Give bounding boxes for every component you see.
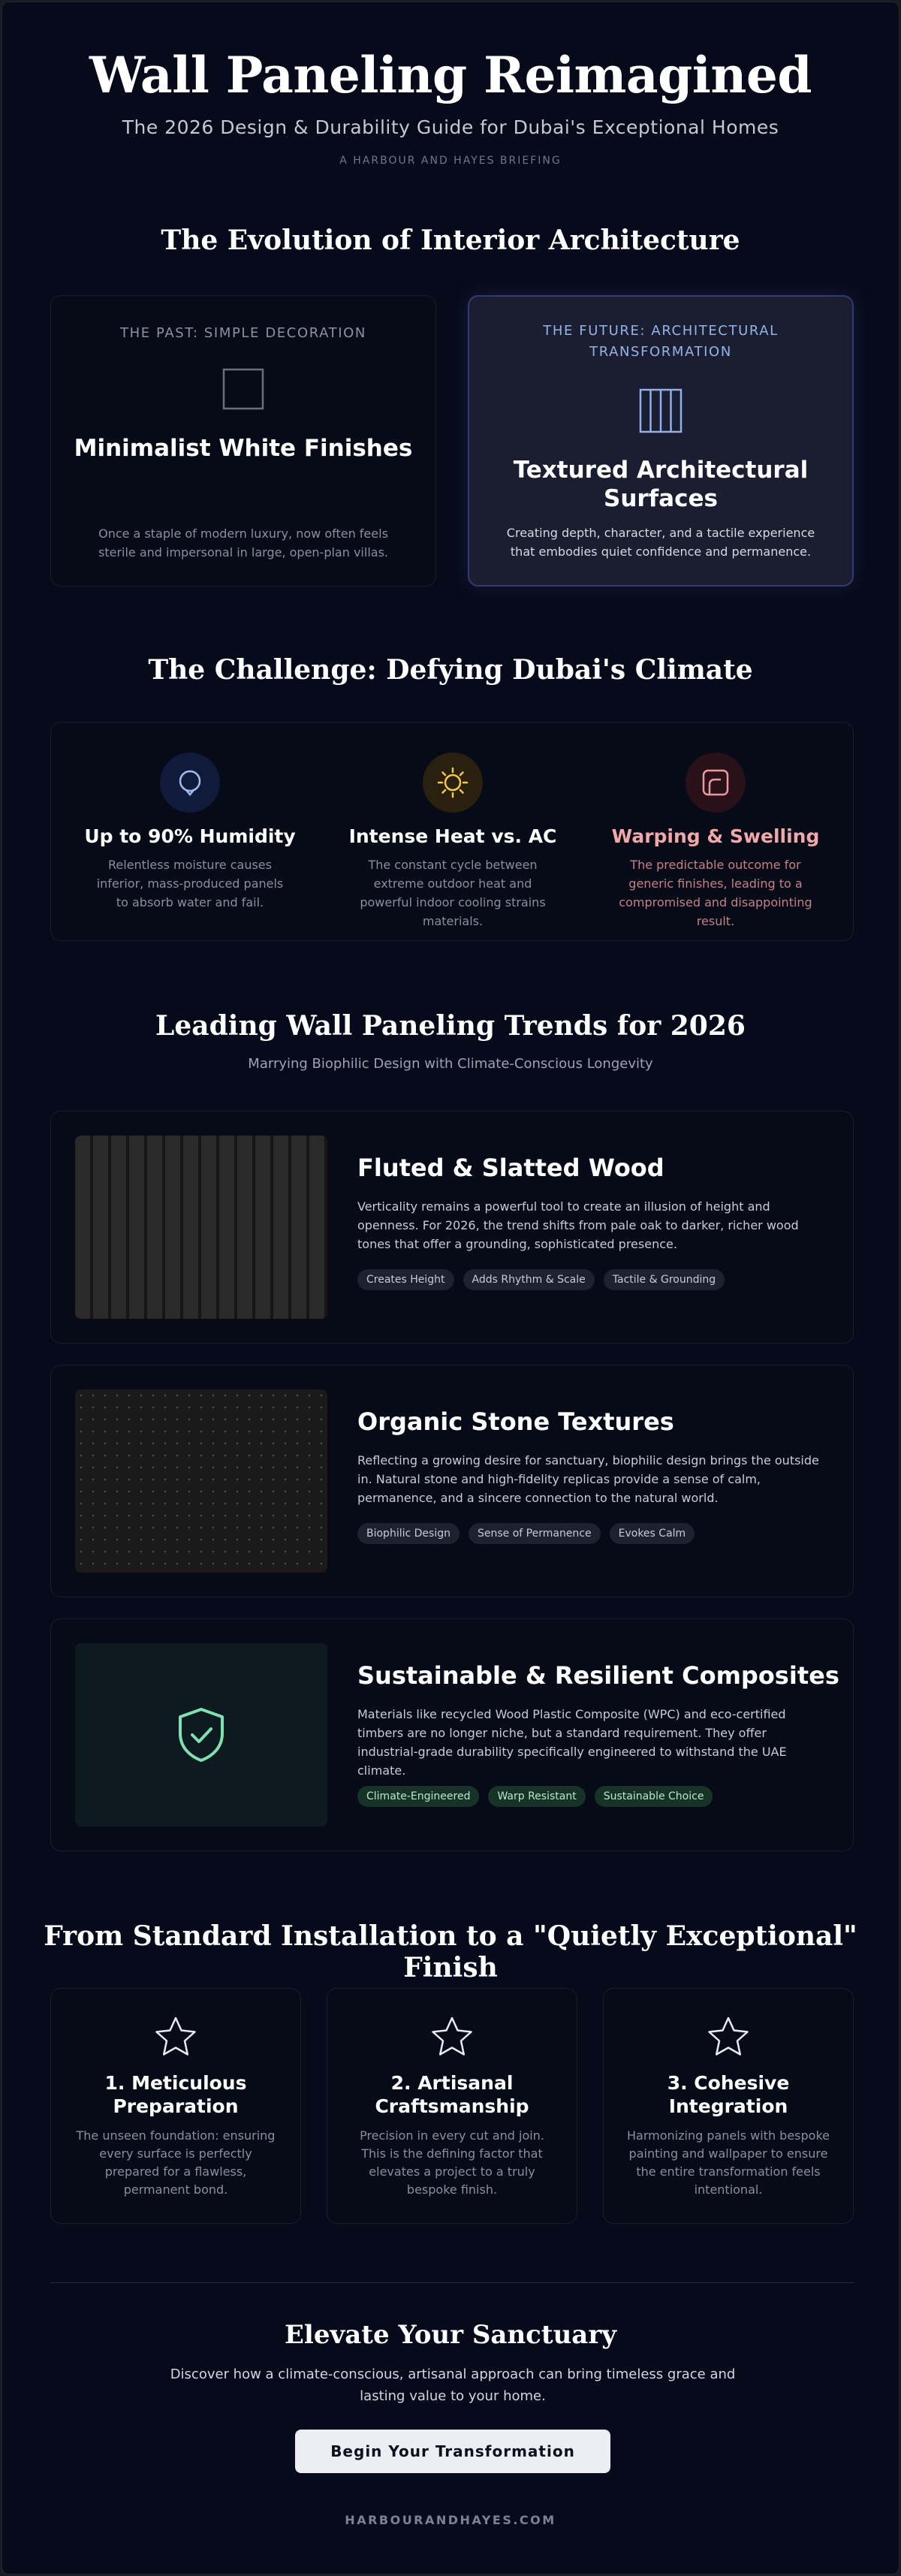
- step-text-integration: Harmonizing panels with bespoke painting and wallpaper to ensure the entire transformation feels intentional.: [627, 2128, 830, 2197]
- finish-step-craftsmanship: [327, 1988, 577, 2224]
- star-icon: [153, 2016, 198, 2058]
- challenge-panel: [50, 722, 854, 941]
- tag: Sense of Permanence: [469, 1523, 601, 1544]
- challenge-title-warping: Warping & Swelling: [611, 825, 820, 847]
- droplet-icon: [176, 768, 203, 798]
- cta-text: Discover how a climate-conscious, artisanal approach can bring timeless grace and lasting value to your home.: [170, 2366, 736, 2404]
- page-subtitle: The 2026 Design & Durability Guide for Dubai's Exceptional Homes: [122, 116, 779, 138]
- evolution-title: The Evolution of Interior Architecture: [161, 225, 740, 256]
- trends-subtitle: Marrying Biophilic Design with Climate-Conscious Longevity: [248, 1056, 653, 1072]
- footer-brand-link[interactable]: HARBOURANDHAYES.COM: [345, 2513, 556, 2527]
- star-icon: [706, 2016, 751, 2058]
- trend-tags-stone: [357, 1523, 695, 1544]
- trends-title: Leading Wall Paneling Trends for 2026: [155, 1010, 746, 1042]
- step-text-preparation: The unseen foundation: ensuring every surface is perfectly prepared for a flawless, permanent bond.: [76, 2128, 276, 2197]
- trend-card-composites: [50, 1618, 854, 1851]
- finish-step-preparation: [50, 1988, 301, 2224]
- finish-title: From Standard Installation to a "Quietly Exceptional" Finish: [44, 1920, 857, 1983]
- trend-title-fluted: Fluted & Slatted Wood: [357, 1154, 664, 1182]
- future-text: Creating depth, character, and a tactile experience that embodies quiet confidence and permanence.: [506, 526, 815, 559]
- step-title-preparation: 1. Meticulous Preparation: [104, 2072, 247, 2117]
- star-icon: [429, 2016, 475, 2058]
- stone-texture-image: [75, 1389, 327, 1573]
- evolution-future-card: [468, 295, 854, 587]
- evolution-past-card: [50, 295, 436, 587]
- step-text-craftsmanship: Precision in every cut and join. This is the defining factor that elevates a project to a truly bespoke finish.: [360, 2128, 544, 2197]
- trend-text-stone: Reflecting a growing desire for sanctuary, biophilic design brings the outside in. Natural stone and high-fidelity replicas provide a sense of calm, permanence, and a sincere connection to the natural world.: [357, 1453, 819, 1505]
- challenge-text-humidity: Relentless moisture causes inferior, mass-produced panels to absorb water and fail.: [96, 858, 284, 909]
- trend-title-stone: Organic Stone Textures: [357, 1407, 674, 1436]
- tag: Sustainable Choice: [595, 1786, 713, 1807]
- composites-image: [75, 1643, 327, 1826]
- begin-transformation-button[interactable]: Begin Your Transformation: [295, 2430, 610, 2473]
- future-heading: Textured Architectural Surfaces: [513, 457, 809, 512]
- finish-step-integration: [603, 1988, 854, 2224]
- shield-check-icon: [171, 1705, 231, 1765]
- tag: Warp Resistant: [488, 1786, 585, 1807]
- tag: Climate-Engineered: [357, 1786, 479, 1807]
- page-frame: [2, 2, 899, 2574]
- section-divider: [50, 2282, 854, 2283]
- briefing-label: A HARBOUR AND HAYES BRIEFING: [339, 155, 562, 167]
- future-kicker: THE FUTURE: ARCHITECTURAL TRANSFORMATION: [543, 323, 779, 360]
- tag: Tactile & Grounding: [604, 1269, 725, 1290]
- past-heading: Minimalist White Finishes: [74, 435, 413, 462]
- challenge-title-heat: Intense Heat vs. AC: [348, 825, 557, 847]
- square-outline-icon: [222, 368, 264, 413]
- past-kicker: THE PAST: SIMPLE DECORATION: [120, 325, 366, 341]
- tag: Evokes Calm: [610, 1523, 695, 1544]
- step-title-craftsmanship: 2. Artisanal Craftsmanship: [375, 2072, 529, 2117]
- warped-panel-icon: [701, 768, 730, 797]
- trend-card-fluted: [50, 1111, 854, 1344]
- past-text: Once a staple of modern luxury, now often feels sterile and impersonal in large, open-plan villas.: [98, 526, 388, 560]
- cta-title: Elevate Your Sanctuary: [284, 2320, 617, 2350]
- trend-tags-composites: [357, 1786, 713, 1807]
- challenge-title: The Challenge: Defying Dubai's Climate: [148, 654, 753, 686]
- challenge-title-humidity: Up to 90% Humidity: [84, 825, 296, 847]
- trend-text-composites: Materials like recycled Wood Plastic Composite (WPC) and eco-certified timbers are no longer niche, but a standard requirement. They offer industrial-grade durability specifically engineered to withstand the UAE climate.: [357, 1707, 787, 1778]
- tag: Adds Rhythm & Scale: [463, 1269, 595, 1290]
- page-title: Wall Paneling Reimagined: [89, 46, 812, 104]
- challenge-text-warping: The predictable outcome for generic finishes, leading to a compromised and disappointing result.: [619, 858, 812, 928]
- vertical-panels-icon: [639, 388, 683, 436]
- tag: Biophilic Design: [357, 1523, 460, 1544]
- sun-icon: [436, 766, 469, 799]
- challenge-text-heat: The constant cycle between extreme outdoor heat and powerful indoor cooling strains materials.: [360, 858, 546, 928]
- tag: Creates Height: [357, 1269, 454, 1290]
- trend-text-fluted: Verticality remains a powerful tool to create an illusion of height and openness. For 2026, the trend shifts from pale oak to darker, richer wood tones that offer a grounding, sophisticated presence.: [357, 1199, 799, 1251]
- step-title-integration: 3. Cohesive Integration: [667, 2072, 790, 2117]
- trend-title-composites: Sustainable & Resilient Composites: [357, 1661, 839, 1690]
- fluted-wood-image: [75, 1136, 327, 1319]
- trend-tags-fluted: [357, 1269, 725, 1290]
- trend-card-stone: [50, 1365, 854, 1597]
